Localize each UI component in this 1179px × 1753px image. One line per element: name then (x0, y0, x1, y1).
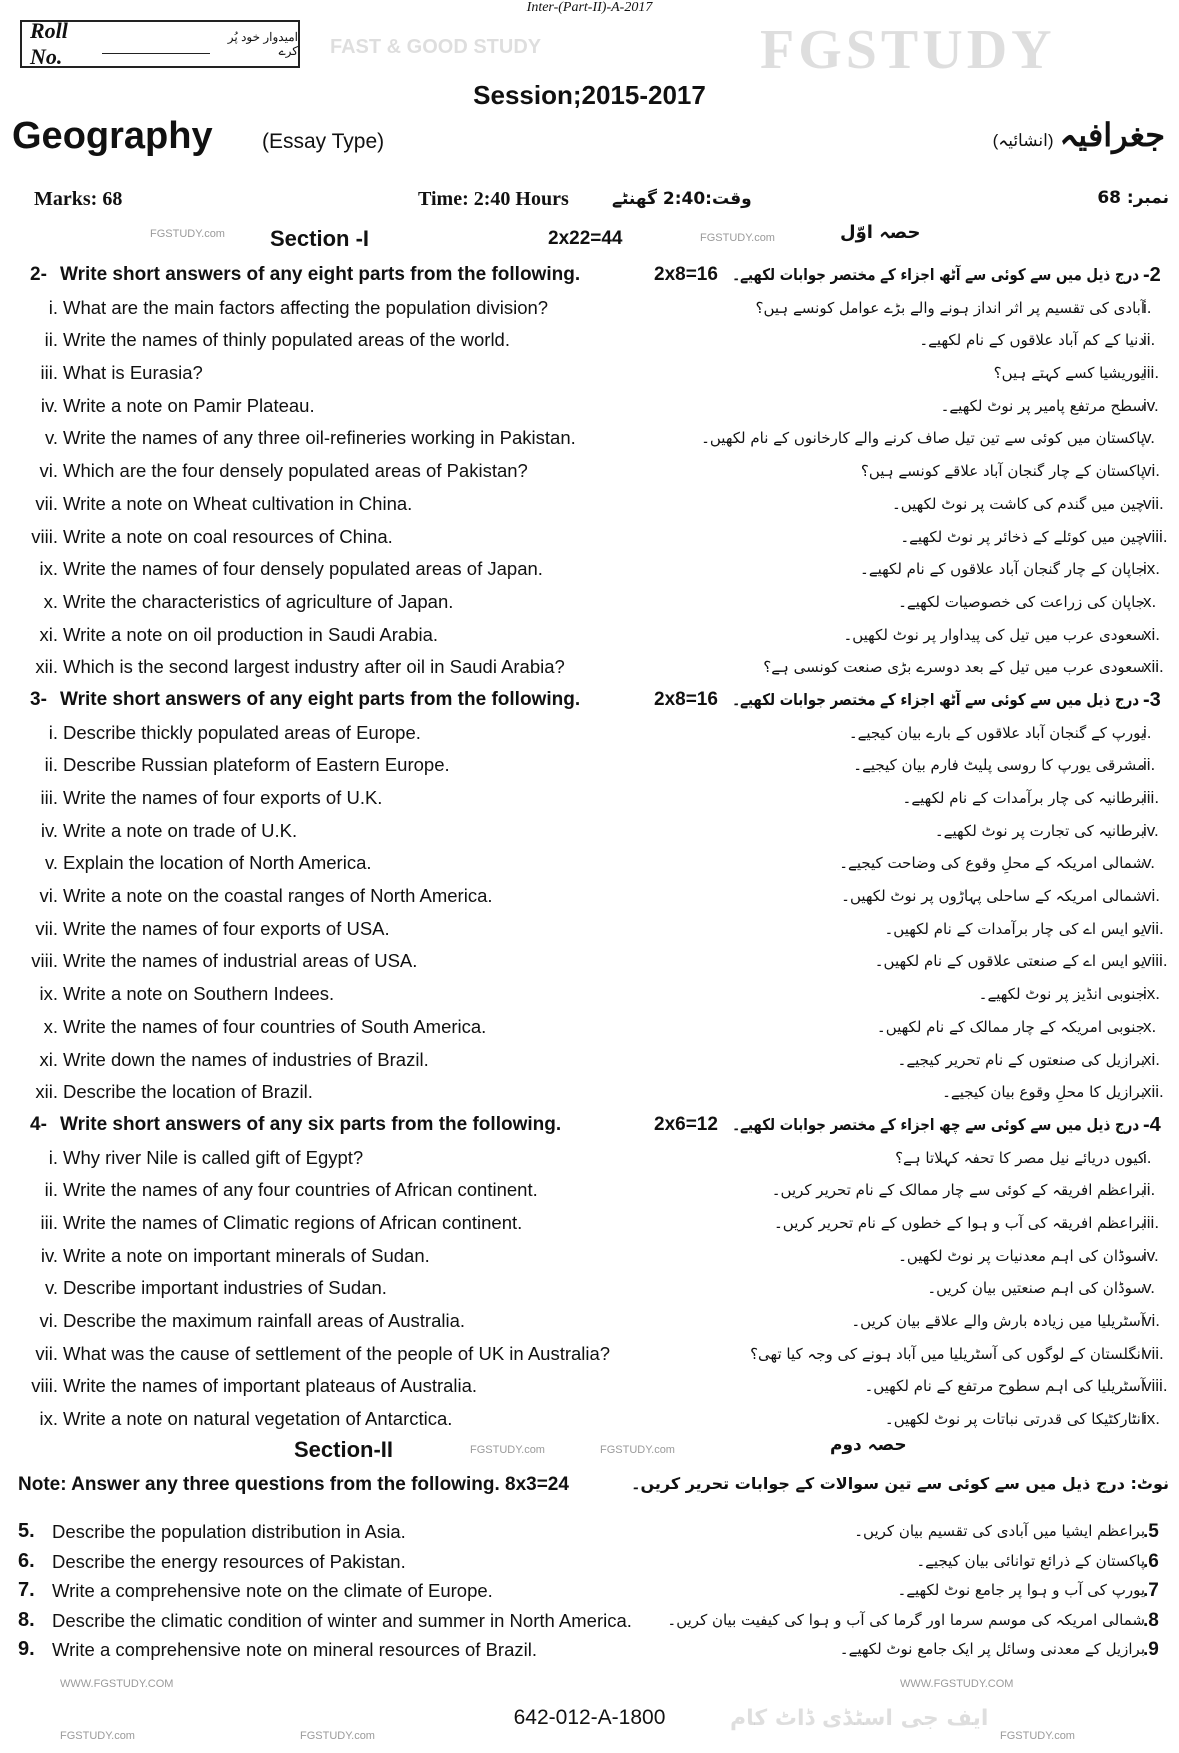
part-numeral-urdu: ix. (1143, 1409, 1160, 1429)
part-text-urdu: آسٹریلیا میں زیادہ بارش والے علاقے بیان کریں۔ (851, 1312, 1145, 1330)
part-text: Write a note on trade of U.K. (63, 819, 298, 841)
question-number: 6. (18, 1549, 35, 1572)
roll-label: Roll No. (30, 18, 68, 69)
part-numeral: xi. (39, 623, 58, 645)
question-part (0, 1174, 1179, 1207)
part-numeral-urdu: xii. (1143, 657, 1164, 677)
part-text: Write a note on Wheat cultivation in China. (63, 492, 413, 514)
question-marks: 2x8=16 (654, 688, 718, 710)
part-numeral-urdu: i. (1143, 722, 1152, 742)
part-text: Write the names of four densely populated areas of Japan. (63, 558, 543, 580)
question-part (0, 1142, 1179, 1175)
long-question (0, 1635, 1179, 1665)
part-text: Which are the four densely populated areas of Pakistan? (63, 460, 528, 482)
part-numeral: xi. (39, 1048, 58, 1070)
part-numeral: vi. (39, 460, 58, 482)
part-text-urdu: براعظم افریقہ کے کوئی سے چار ممالک کے نام تحریر کریں۔ (771, 1181, 1145, 1200)
question-text-urdu: یورپ کی آب و ہوا پر جامع نوٹ لکھیے۔ (897, 1581, 1145, 1599)
part-numeral: x. (43, 1015, 58, 1037)
watermark-site: FGSTUDY.com (60, 1730, 135, 1742)
part-text: Describe thickly populated areas of Europe. (63, 721, 421, 743)
question-number-urdu: .7 (1143, 1580, 1159, 1601)
subject-type-urdu: (انشائیہ) (992, 131, 1054, 150)
part-numeral-urdu: iii. (1143, 1212, 1160, 1232)
section-2-title: Section-II (294, 1437, 394, 1462)
part-numeral: iii. (40, 362, 58, 384)
part-numeral-urdu: ii. (1143, 1180, 1156, 1200)
question-header (0, 684, 1179, 717)
part-text: Write a note on Pamir Plateau. (63, 394, 315, 416)
part-text: Write the names of important plateaus of Australia. (63, 1375, 478, 1397)
watermark-site: FGSTUDY.com (470, 1444, 545, 1456)
question-part (0, 324, 1179, 357)
question-text-urdu: برازیل کے معدنی وسائل پر ایک جامع نوٹ لکھیے۔ (839, 1640, 1145, 1658)
watermark-site: FGSTUDY.com (300, 1730, 375, 1742)
part-numeral: iii. (40, 787, 58, 808)
part-text: Write the names of four exports of U.K. (63, 787, 383, 808)
part-numeral-urdu: x. (1143, 1016, 1157, 1036)
part-text-urdu: چین میں گندم کی کاشت پر نوٹ لکھیں۔ (891, 494, 1145, 513)
part-text: Write the names of any three oil-refineries working in Pakistan. (63, 427, 576, 449)
part-numeral: iv. (40, 819, 58, 841)
question-header (0, 259, 1179, 292)
subject-urdu: جغرافیہ (1059, 117, 1165, 153)
part-numeral-urdu: viii. (1143, 526, 1168, 546)
part-text-urdu: شمالی امریکہ کے محلِ وقوع کی وضاحت کیجیے۔ (839, 854, 1145, 873)
question-number: 2- (30, 264, 47, 285)
subject-title: Geography (12, 115, 213, 157)
part-text-urdu: آبادی کی تقسیم پر اثر انداز ہونے والے بڑے عوامل کونسے ہیں؟ (755, 298, 1145, 317)
part-text: Write the names of industrial areas of USA. (63, 950, 418, 972)
part-numeral-urdu: x. (1143, 591, 1157, 611)
question-part (0, 815, 1179, 848)
question-number: 3- (30, 688, 47, 710)
part-numeral: xii. (35, 656, 58, 678)
part-numeral: iii. (40, 1211, 58, 1233)
part-text: What was the cause of settlement of the people of UK in Australia? (63, 1342, 611, 1364)
section-2-title-urdu: حصہ دوم (830, 1435, 907, 1455)
question-number: 5. (18, 1520, 35, 1542)
part-text: What is Eurasia? (63, 362, 203, 384)
question-text: Describe the climatic condition of winter and summer in North America. (52, 1609, 632, 1631)
part-numeral: ii. (44, 329, 58, 351)
part-text: Write a note on important minerals of Sudan. (63, 1244, 430, 1266)
question-part (0, 945, 1179, 978)
question-part (0, 749, 1179, 782)
part-numeral-urdu: vi. (1143, 886, 1160, 906)
part-numeral-urdu: vii. (1143, 493, 1164, 513)
part-text-urdu: برطانیہ کی چار برآمدات کے نام لکھیے۔ (902, 789, 1145, 807)
part-text-urdu: جنوبی انڈیز پر نوٹ لکھیے۔ (978, 985, 1145, 1004)
part-text: Write the names of Climatic regions of African continent. (63, 1211, 523, 1233)
part-numeral: vii. (35, 917, 58, 939)
watermark-site: FGSTUDY.com (1000, 1730, 1075, 1742)
part-numeral: v. (44, 1277, 58, 1299)
section-1-questions (0, 259, 1179, 1436)
part-text-urdu: سعودی عرب میں تیل کے بعد دوسرے بڑی صنعت کونسی ہے؟ (763, 658, 1145, 677)
part-numeral: vi. (39, 885, 58, 907)
part-text-urdu: آسٹریلیا کی اہم سطوح مرتفع کے نام لکھیں۔ (864, 1377, 1145, 1396)
part-numeral-urdu: ii. (1143, 330, 1156, 350)
part-numeral: v. (44, 427, 58, 449)
question-part (0, 1403, 1179, 1436)
question-number: 7. (18, 1579, 35, 1601)
part-text-urdu: پاکستان کے چار گنجان آباد علاقے کونسے ہیں؟ (860, 462, 1145, 481)
subject-title-urdu (993, 116, 1165, 154)
part-numeral-urdu: iv. (1143, 820, 1159, 840)
paper-code: Inter-(Part-II)-A-2017 (526, 0, 653, 15)
part-text-urdu: یوریشیا کسے کہتے ہیں؟ (993, 364, 1145, 383)
part-text-urdu: جاپان کی زراعت کی خصوصیات لکھیے۔ (898, 592, 1145, 611)
question-part (0, 782, 1179, 815)
part-text-urdu: برازیل کا محلِ وقوع بیان کیجیے۔ (942, 1083, 1145, 1102)
part-numeral-urdu: v. (1143, 853, 1155, 873)
question-part (0, 390, 1179, 423)
question-number-urdu: -3 (1143, 688, 1161, 711)
question-part (0, 357, 1179, 390)
part-text: Write the names of four countries of South America. (63, 1015, 487, 1037)
part-text: Write a note on the coastal ranges of North America. (63, 885, 493, 907)
part-text-urdu: سعودی عرب میں تیل کی پیداوار پر نوٹ لکھیں۔ (843, 625, 1145, 644)
paper-serial-code: 642-012-A-1800 (513, 1706, 666, 1729)
part-numeral-urdu: v. (1143, 428, 1155, 448)
part-numeral: ix. (39, 1408, 58, 1430)
question-marks: 2x8=16 (654, 264, 718, 285)
question-text: Write a comprehensive note on the climate of Europe. (52, 1580, 493, 1601)
part-numeral-urdu: iii. (1143, 788, 1160, 807)
part-numeral: ix. (39, 558, 58, 580)
part-numeral-urdu: xii. (1143, 1082, 1164, 1102)
long-question (0, 1517, 1179, 1547)
part-numeral: iv. (40, 394, 58, 416)
part-text: Write a note on natural vegetation of Antarctica. (63, 1408, 453, 1430)
part-text: Write a note on oil production in Saudi Arabia. (63, 623, 439, 645)
question-part (0, 619, 1179, 652)
part-text-urdu: پاکستان میں کوئی سے تین تیل صاف کرنے والے کارخانوں کے نام لکھیں۔ (701, 429, 1145, 448)
part-numeral: vii. (35, 492, 58, 514)
question-part (0, 880, 1179, 913)
question-number-urdu: -2 (1143, 264, 1161, 286)
question-part (0, 422, 1179, 455)
question-part (0, 1338, 1179, 1371)
part-numeral: iv. (40, 1244, 58, 1266)
question-part (0, 1076, 1179, 1109)
section-2-note: Note: Answer any three questions from the following. 8x3=24 (18, 1474, 569, 1495)
question-header (0, 1109, 1179, 1142)
part-numeral: ix. (39, 983, 58, 1005)
question-number-urdu: -4 (1143, 1113, 1161, 1136)
question-text-urdu: براعظم ایشیا میں آبادی کی تقسیم بیان کریں۔ (854, 1522, 1145, 1540)
part-numeral: v. (44, 852, 58, 874)
part-text-urdu: شمالی امریکہ کے ساحلی پہاڑوں پر نوٹ لکھیں۔ (841, 887, 1145, 906)
part-numeral-urdu: ix. (1143, 984, 1160, 1004)
long-question (0, 1547, 1179, 1577)
section-2-note-urdu: نوٹ: درج ذیل میں سے کوئی سے تین سوالات کے جوابات تحریر کریں۔ (631, 1474, 1169, 1493)
section-2-questions (0, 1517, 1179, 1665)
question-instruction-urdu: درج ذیل میں سے کوئی سے چھ اجزاء کے مختصر جوابات لکھیے۔ (732, 1114, 1139, 1134)
roll-note-urdu: امیدوار خود پُر کرے (227, 30, 298, 58)
watermark-site: WWW.FGSTUDY.COM (900, 1678, 1014, 1690)
part-numeral-urdu: iv. (1143, 395, 1159, 415)
part-text: Write the names of any four countries of African continent. (63, 1179, 538, 1201)
part-text: Why river Nile is called gift of Egypt? (63, 1146, 364, 1168)
part-text: Which is the second largest industry after oil in Saudi Arabia? (63, 656, 565, 678)
question-instruction-urdu: درج ذیل میں سے کوئی سے آٹھ اجزاء کے مختصر جوابات لکھیے۔ (732, 689, 1139, 709)
part-text-urdu: یو ایس اے کے صنعتی علاقوں کے نام لکھیں۔ (874, 952, 1145, 971)
part-numeral-urdu: vi. (1143, 1311, 1160, 1330)
watermark-tagline: FAST & GOOD STUDY (330, 36, 542, 58)
question-part (0, 1370, 1179, 1403)
question-part (0, 1011, 1179, 1044)
part-text-urdu: سطح مرتفع پامیر پر نوٹ لکھیے۔ (940, 396, 1145, 415)
part-numeral: vii. (35, 1342, 58, 1364)
total-marks: Marks: 68 (34, 188, 123, 210)
watermark-site: FGSTUDY.com (600, 1444, 675, 1456)
question-number-urdu: .9 (1143, 1639, 1159, 1660)
question-part (0, 553, 1179, 586)
part-text: Write down the names of industries of Brazil. (63, 1048, 429, 1070)
part-numeral: vi. (39, 1310, 58, 1331)
roll-number-field[interactable] (102, 35, 210, 54)
part-numeral-urdu: v. (1143, 1278, 1155, 1298)
long-question (0, 1606, 1179, 1636)
question-number-urdu: .5 (1143, 1521, 1159, 1542)
part-text-urdu: سوڈان کی اہم معدنیات پر نوٹ لکھیں۔ (898, 1246, 1145, 1265)
watermark-brand: FGSTUDY (760, 19, 1056, 81)
question-instruction: Write short answers of any eight parts from the following. (60, 688, 581, 710)
part-text-urdu: انگلستان کے لوگوں کی آسٹریلیا میں آباد ہونے کی وجہ کیا تھی؟ (750, 1344, 1145, 1363)
watermark-site: WWW.FGSTUDY.COM (60, 1678, 174, 1690)
part-text-urdu: جنوبی امریکہ کے چار ممالک کے نام لکھیں۔ (876, 1017, 1145, 1036)
part-text-urdu: چین میں کوئلے کے ذخائر پر نوٹ لکھیے۔ (900, 527, 1145, 546)
part-numeral-urdu: viii. (1143, 1376, 1168, 1396)
part-text: Write a note on Southern Indees. (63, 983, 335, 1005)
question-text: Write a comprehensive note on mineral resources of Brazil. (52, 1639, 537, 1660)
question-part (0, 1240, 1179, 1273)
section-1-title: Section -I (270, 226, 370, 251)
question-part (0, 847, 1179, 880)
part-numeral-urdu: viii. (1143, 951, 1168, 971)
part-numeral-urdu: vii. (1143, 918, 1164, 938)
part-numeral-urdu: i. (1143, 1147, 1152, 1167)
question-text-urdu: شمالی امریکہ کی موسم سرما اور گرما کی آب و ہوا کی کیفیت بیان کریں۔ (667, 1610, 1145, 1629)
section-1-marks: 2x22=44 (548, 228, 623, 249)
question-part (0, 1305, 1179, 1338)
part-text-urdu: برطانیہ کی تجارت پر نوٹ لکھیے۔ (934, 821, 1145, 840)
time-allowed-urdu: وقت:2:40 گھنٹے (612, 189, 752, 209)
watermark-urdu: ایف جی اسٹڈی ڈاٹ کام (730, 1706, 989, 1731)
part-text-urdu: جاپان کے چار گنجان آباد علاقوں کے نام لکھیے۔ (860, 560, 1145, 579)
part-numeral-urdu: vii. (1143, 1343, 1164, 1363)
part-text: What are the main factors affecting the population division? (63, 296, 549, 318)
question-instruction-urdu: درج ذیل میں سے کوئی سے آٹھ اجزاء کے مختصر جوابات لکھیے۔ (732, 265, 1139, 284)
long-question (0, 1576, 1179, 1606)
question-marks: 2x6=12 (654, 1113, 718, 1135)
question-number: 9. (18, 1638, 35, 1660)
part-text: Write the names of four exports of USA. (63, 917, 390, 939)
part-text: Write the characteristics of agriculture of Japan. (63, 590, 454, 612)
part-text: Describe the maximum rainfall areas of Australia. (63, 1310, 466, 1331)
part-text: Describe Russian plateform of Eastern Europe. (63, 754, 450, 776)
part-text: Explain the location of North America. (63, 852, 372, 874)
question-part (0, 978, 1179, 1011)
question-instruction: Write short answers of any six parts from the following. (60, 1113, 562, 1135)
part-text-urdu: یورپ کے گنجان آباد علاقوں کے بارے بیان کیجیے۔ (848, 723, 1145, 742)
question-text-urdu: پاکستان کے ذرائع توانائی بیان کیجیے۔ (916, 1551, 1145, 1570)
question-text: Describe the energy resources of Pakistan. (52, 1550, 406, 1572)
part-text: Write a note on coal resources of China. (63, 525, 393, 547)
part-numeral: viii. (31, 950, 58, 972)
part-numeral: viii. (31, 1375, 58, 1397)
part-numeral-urdu: i. (1143, 297, 1152, 317)
part-numeral-urdu: iii. (1143, 363, 1160, 383)
question-text: Describe the population distribution in Asia. (52, 1521, 406, 1542)
question-part (0, 1272, 1179, 1305)
question-number: 4- (30, 1113, 47, 1135)
part-text: Describe important industries of Sudan. (63, 1277, 387, 1299)
part-text-urdu: دنیا کے کم آباد علاقوں کے نام لکھیے۔ (919, 331, 1145, 350)
part-numeral-urdu: ii. (1143, 755, 1156, 775)
question-instruction: Write short answers of any eight parts from the following. (60, 264, 581, 285)
question-part (0, 292, 1179, 325)
part-text-urdu: براعظم افریقہ کی آب و ہوا کے خطوں کے نام تحریر کریں۔ (774, 1213, 1145, 1232)
part-text-urdu: یو ایس اے کی چار برآمدات کے نام لکھیں۔ (884, 919, 1145, 938)
question-part (0, 586, 1179, 619)
time-allowed: Time: 2:40 Hours (418, 188, 569, 210)
subject-type: (Essay Type) (262, 130, 385, 153)
question-part (0, 488, 1179, 521)
part-numeral-urdu: xi. (1143, 624, 1160, 644)
part-numeral: i. (48, 296, 58, 318)
question-part (0, 1044, 1179, 1077)
part-numeral: x. (43, 590, 58, 612)
part-text: Write the names of thinly populated areas of the world. (63, 329, 510, 351)
part-numeral: i. (48, 1146, 58, 1168)
part-numeral-urdu: ix. (1143, 559, 1160, 579)
part-text-urdu: کیوں دریائے نیل مصر کا تحفہ کہلاتا ہے؟ (895, 1148, 1145, 1167)
question-part (0, 913, 1179, 946)
question-part (0, 717, 1179, 750)
part-text-urdu: سوڈان کی اہم صنعتیں بیان کریں۔ (927, 1279, 1145, 1298)
part-numeral-urdu: vi. (1143, 461, 1160, 481)
question-number-urdu: .6 (1143, 1550, 1159, 1572)
part-text-urdu: برازیل کی صنعتوں کے نام تحریر کیجیے۔ (897, 1050, 1145, 1069)
watermark-site: FGSTUDY.com (700, 232, 775, 244)
section-1-title-urdu: حصہ اوّل (840, 222, 921, 243)
session: Session;2015-2017 (473, 80, 706, 110)
part-numeral-urdu: iv. (1143, 1245, 1159, 1265)
total-marks-urdu: نمبر: 68 (1097, 188, 1169, 208)
part-numeral: i. (48, 721, 58, 743)
part-numeral: xii. (35, 1081, 58, 1103)
part-text-urdu: انٹارکٹیکا کی قدرتی نباتات پر نوٹ لکھیں۔ (884, 1410, 1145, 1429)
part-numeral: ii. (44, 754, 58, 776)
part-numeral: viii. (31, 525, 58, 547)
part-numeral: ii. (44, 1179, 58, 1201)
part-numeral-urdu: xi. (1143, 1049, 1160, 1069)
question-number-urdu: .8 (1143, 1609, 1159, 1631)
part-text-urdu: مشرقی یورپ کا روسی پلیٹ فارم بیان کیجیے۔ (853, 756, 1145, 775)
question-part (0, 1207, 1179, 1240)
roll-number-box (20, 20, 300, 68)
question-part (0, 651, 1179, 684)
question-number: 8. (18, 1608, 35, 1631)
part-text: Describe the location of Brazil. (63, 1081, 313, 1103)
question-part (0, 455, 1179, 488)
watermark-site: FGSTUDY.com (150, 228, 225, 240)
question-part (0, 521, 1179, 554)
